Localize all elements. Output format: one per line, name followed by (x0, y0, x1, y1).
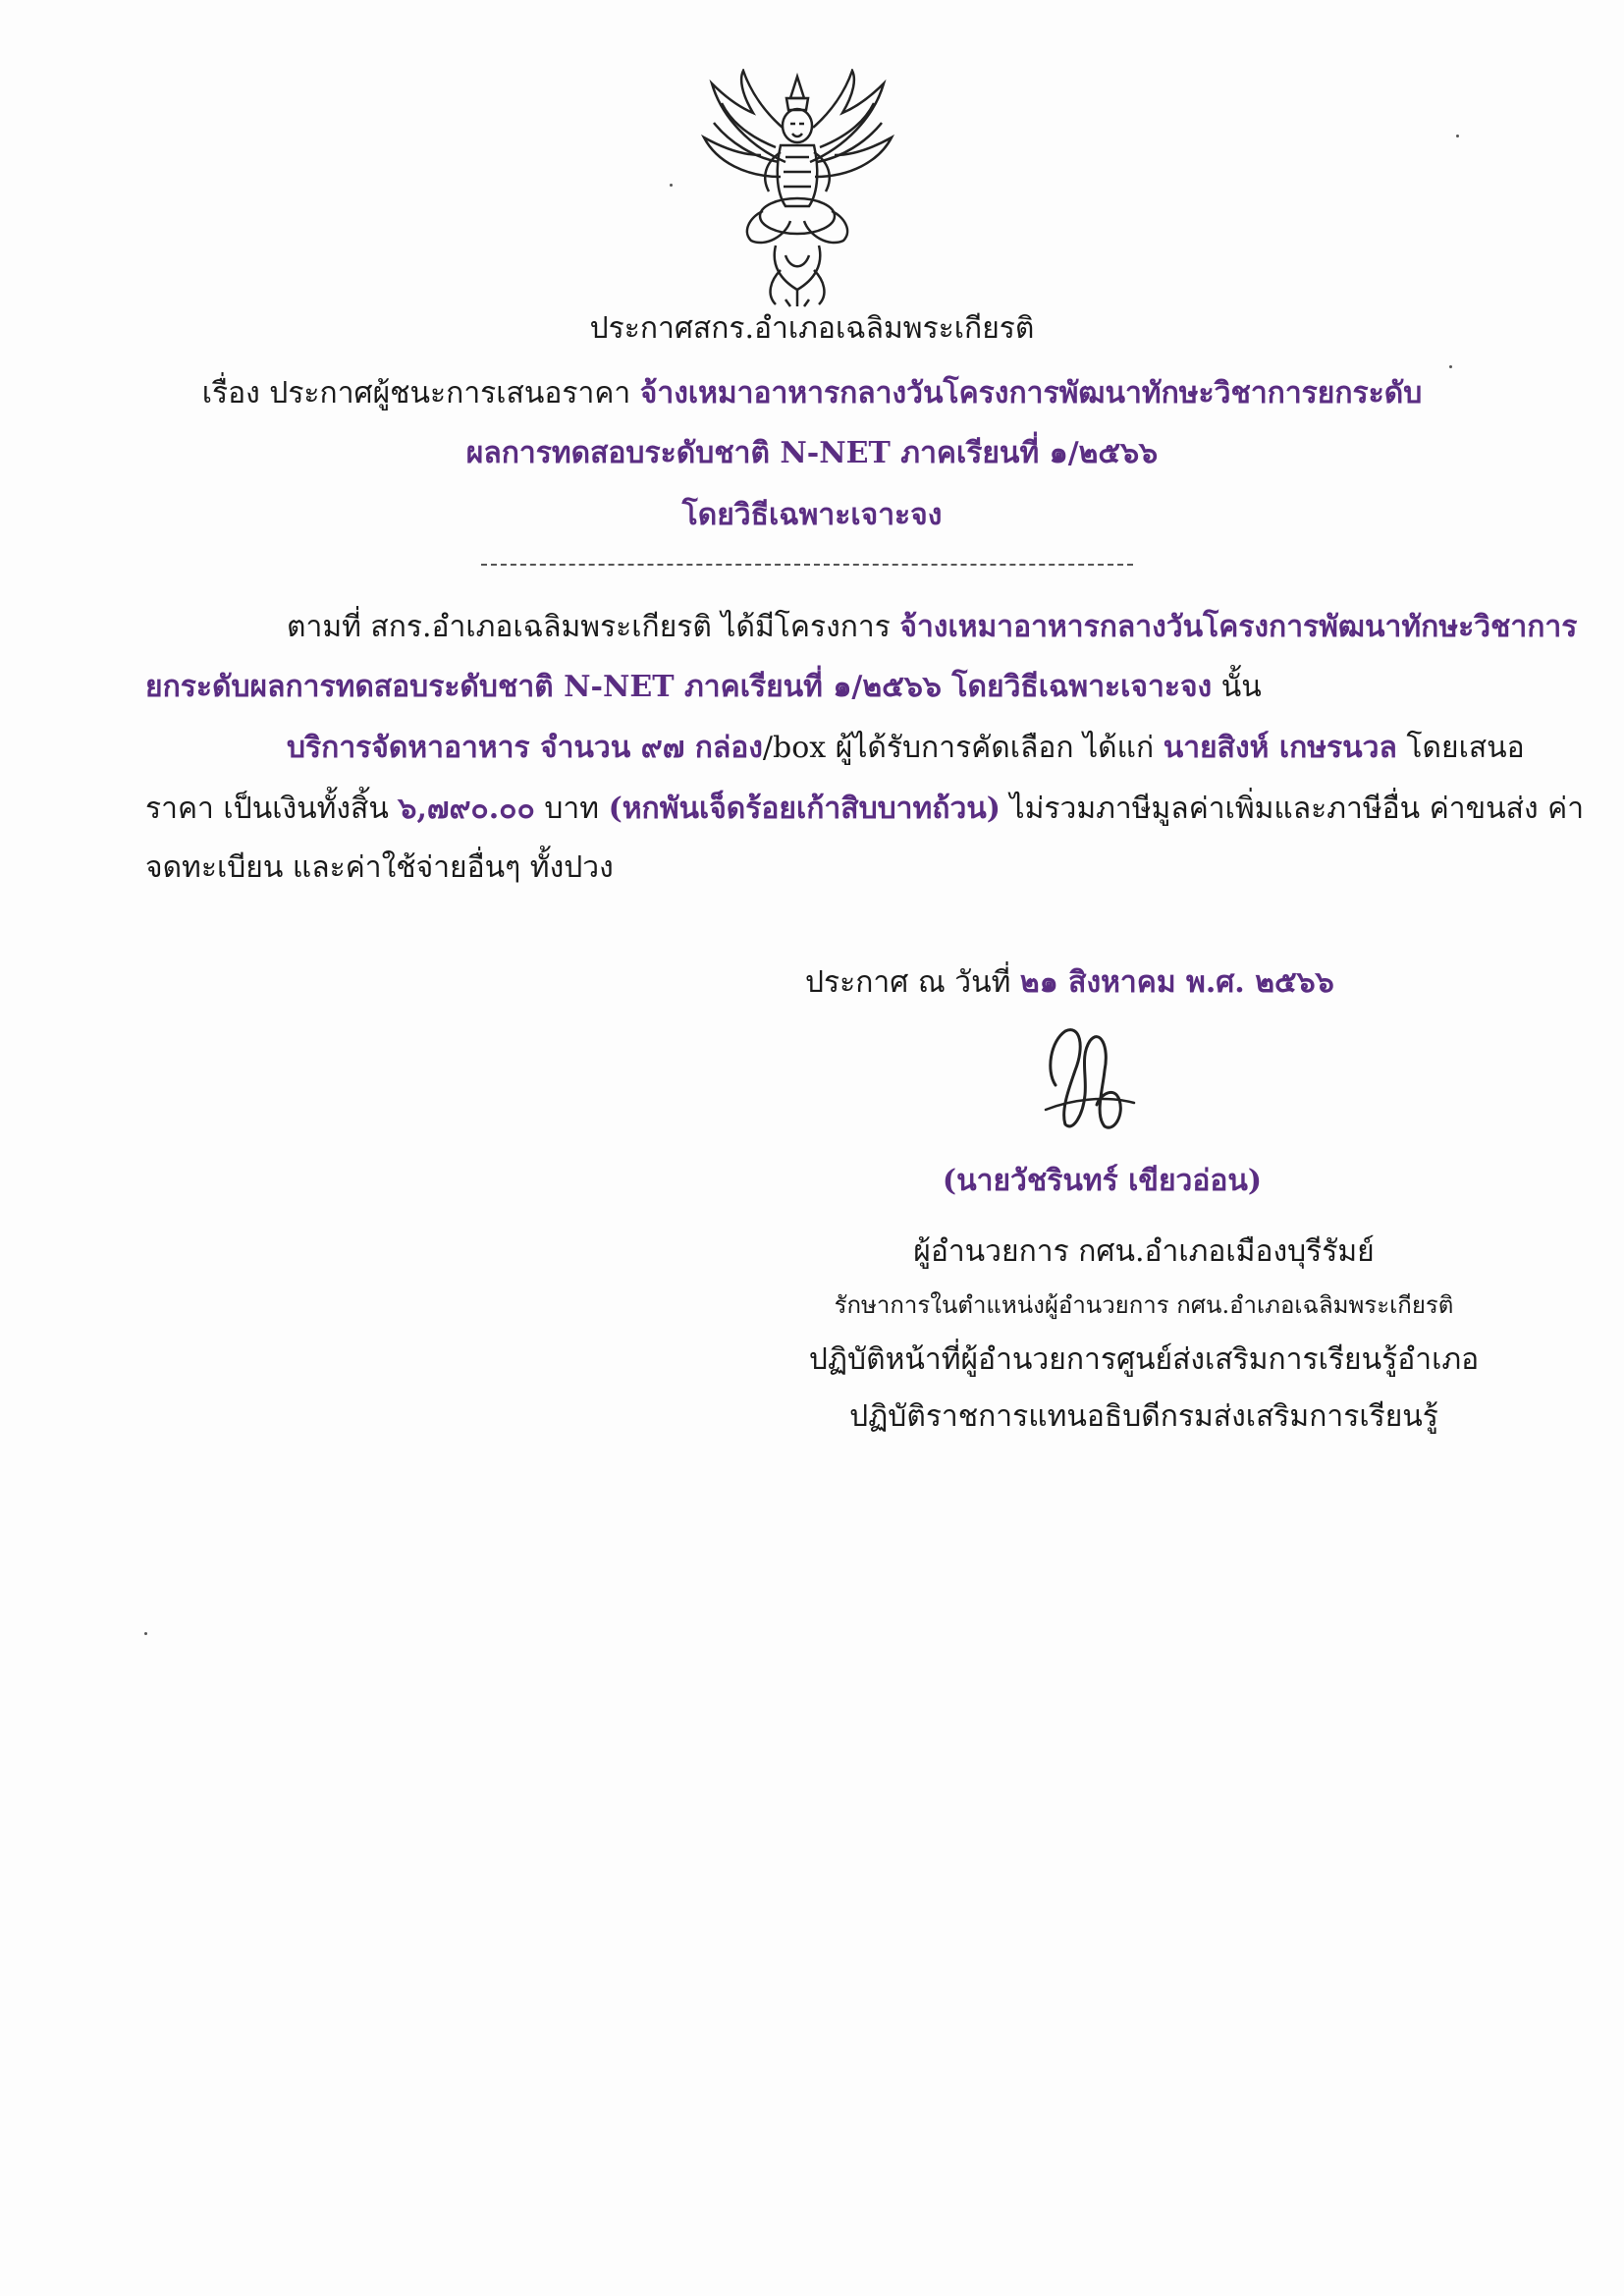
announcement-title: ประกาศสกร.อำเภอเฉลิมพระเกียรติ (589, 311, 1035, 346)
announcement-date-line (805, 963, 1334, 1003)
signatory-position-3: ปฏิบัติหน้าที่ผู้อำนวยการศูนย์ส่งเสริมการเรียนรู้อำเภอ (808, 1342, 1480, 1377)
paragraph-2-line-3: จดทะเบียน และค่าใช้จ่ายอื่นๆ ทั้งปวง (145, 850, 614, 885)
signatory-position-4: ปฏิบัติราชการแทนอธิบดีกรมส่งเสริมการเรียนรู้ (849, 1399, 1438, 1434)
p2-baht: บาท (534, 792, 609, 826)
subject-line-2: ผลการทดสอบระดับชาติ N-NET ภาคเรียนที่ ๑/๒๕๖๖ (465, 436, 1159, 470)
subject-line-1 (0, 374, 1624, 413)
scan-speck (670, 184, 673, 187)
subject-project: จ้างเหมาอาหารกลางวันโครงการพัฒนาทักษะวิชาการยกระดับ (639, 376, 1423, 410)
paragraph-2-line-2 (145, 790, 1584, 829)
scan-speck (1449, 365, 1452, 368)
handwritten-signature (1026, 1016, 1154, 1139)
p1-project: จ้างเหมาอาหารกลางวันโครงการพัฒนาทักษะวิชาการ (899, 610, 1578, 644)
date-prefix: ประกาศ ณ วันที่ (805, 965, 1020, 1000)
p1-project-cont: ยกระดับผลการทดสอบระดับชาติ N-NET ภาคเรียนที่ ๑/๒๕๖๖ โดยวิธีเฉพาะเจาะจง (145, 670, 1213, 704)
p2-offer: โดยเสนอ (1396, 731, 1525, 765)
signatory-name: (นายวัชรินทร์ เขียวอ่อน) (942, 1164, 1263, 1198)
paragraph-1-line-1 (287, 608, 1577, 647)
p2-selected: /box ผู้ได้รับการคัดเลือก ได้แก่ (762, 731, 1164, 765)
divider-line (481, 564, 1133, 566)
announcement-date: ๒๑ สิงหาคม พ.ศ. ๒๕๖๖ (1019, 965, 1334, 1000)
garuda-emblem (692, 69, 903, 309)
p2-winner-name: นายสิงห์ เกษรนวล (1163, 731, 1397, 765)
scan-speck (144, 1632, 147, 1635)
p1-end: นั้น (1212, 670, 1262, 704)
scan-speck (1456, 135, 1459, 137)
p2-price-amount: ๖,๗๙๐.๐๐ (398, 792, 535, 826)
subject-prefix: เรื่อง ประกาศผู้ชนะการเสนอราคา (201, 376, 640, 410)
subject-line-3: โดยวิธีเฉพาะเจาะจง (681, 498, 943, 532)
p2-service: บริการจัดหาอาหาร จำนวน ๙๗ กล่อง (287, 731, 763, 765)
p1-intro: ตามที่ สกร.อำเภอเฉลิมพระเกียรติ ได้มีโครงการ (287, 610, 900, 644)
p2-tax-note: ไม่รวมภาษีมูลค่าเพิ่มและภาษีอื่น ค่าขนส่ง ค่า (1001, 792, 1585, 826)
paragraph-1-line-2 (145, 668, 1262, 707)
paragraph-2-line-1 (287, 729, 1525, 768)
signatory-position-1: ผู้อำนวยการ กศน.อำเภอเมืองบุรีรัมย์ (913, 1234, 1375, 1269)
p2-price-words: (หกพันเจ็ดร้อยเก้าสิบบาทถ้วน) (608, 792, 1001, 826)
p2-price-label: ราคา เป็นเงินทั้งสิ้น (145, 792, 399, 826)
signatory-position-2: รักษาการในตำแหน่งผู้อำนวยการ กศน.อำเภอเฉลิมพระเกียรติ (834, 1291, 1454, 1319)
